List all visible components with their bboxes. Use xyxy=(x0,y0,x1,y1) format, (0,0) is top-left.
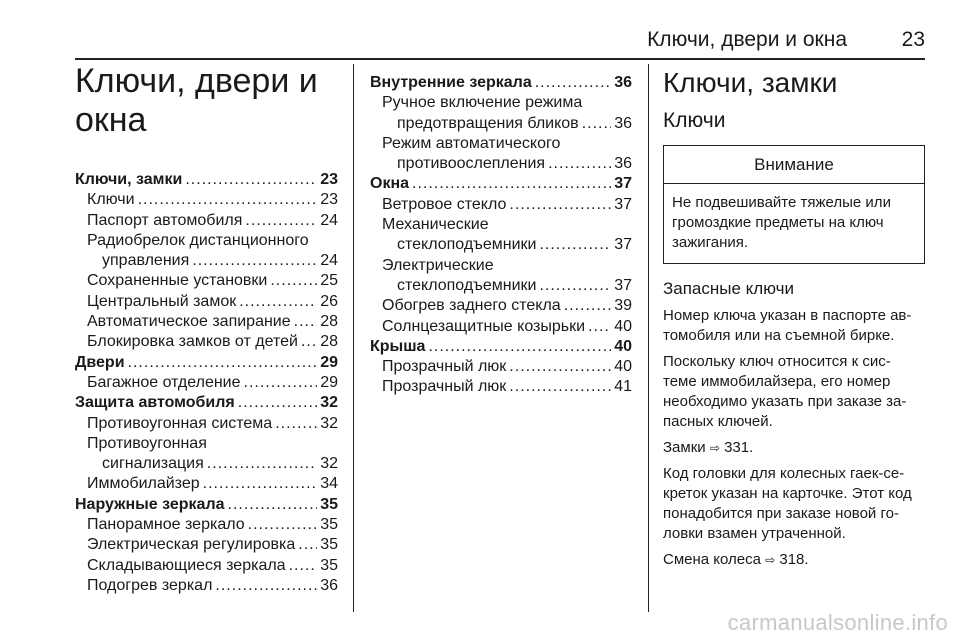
toc-entry[interactable] xyxy=(370,276,632,296)
toc-entry-page: 23 xyxy=(320,171,338,188)
toc-entry-page: 37 xyxy=(614,236,632,254)
toc-entry-title: Двери xyxy=(75,353,125,371)
toc-entry-page: 35 xyxy=(320,536,338,554)
toc-entry-title: Автоматическое запирание xyxy=(87,313,291,331)
content-column xyxy=(663,66,925,576)
toc-entry[interactable] xyxy=(75,434,338,454)
toc-entry-title: Складывающиеся зеркала xyxy=(87,556,286,574)
toc-entry-title: Защита автомобиля xyxy=(75,394,235,412)
running-title: Ключи, двери и окна xyxy=(647,28,847,51)
toc-entry-page: 35 xyxy=(320,556,338,574)
toc-entry-title: Центральный замок xyxy=(87,292,237,310)
toc-entry[interactable] xyxy=(75,495,338,515)
toc-entry[interactable] xyxy=(370,296,632,316)
toc-column-1 xyxy=(75,170,338,596)
toc-entry[interactable] xyxy=(370,93,632,113)
toc-entry[interactable] xyxy=(370,134,632,154)
toc-entry-title: предотвращения бликов xyxy=(397,114,579,132)
toc-dot-leader xyxy=(192,251,317,271)
toc-dot-leader xyxy=(582,114,612,134)
toc-entry[interactable] xyxy=(370,114,632,134)
toc-entry[interactable] xyxy=(75,271,338,291)
chapter-title xyxy=(75,62,345,140)
toc-entry-title: Солнцезащитные козырьки xyxy=(382,317,586,335)
toc-entry[interactable] xyxy=(370,215,632,235)
toc-entry-title: Блокировка замков от детей xyxy=(87,333,298,351)
toc-dot-leader xyxy=(539,276,611,296)
toc-entry-page: 40 xyxy=(614,337,632,355)
paragraph-key-number xyxy=(663,306,925,346)
toc-entry[interactable] xyxy=(75,393,338,413)
column-divider-1 xyxy=(353,64,354,612)
page-header xyxy=(75,26,925,60)
toc-entry[interactable] xyxy=(370,357,632,377)
toc-entry[interactable] xyxy=(75,332,338,352)
toc-dot-leader xyxy=(239,292,317,312)
toc-dot-leader xyxy=(539,235,611,255)
toc-entry-page: 24 xyxy=(320,252,338,270)
toc-entry-title: Электрические xyxy=(382,256,494,274)
toc-entry[interactable] xyxy=(75,414,338,434)
toc-dot-leader xyxy=(215,576,317,596)
toc-entry[interactable] xyxy=(370,235,632,255)
toc-entry-page: 37 xyxy=(614,276,632,294)
toc-entry-page: 26 xyxy=(320,292,338,310)
toc-entry-page: 32 xyxy=(320,455,338,473)
toc-entry[interactable] xyxy=(75,211,338,231)
toc-column-2 xyxy=(370,73,632,398)
toc-dot-leader xyxy=(245,211,317,231)
wheel-change-reference[interactable] xyxy=(663,550,925,570)
locks-reference[interactable] xyxy=(663,438,925,458)
section-title: Ключи, замки xyxy=(663,67,838,98)
toc-entry-page: 28 xyxy=(320,313,338,331)
toc-entry-page: 36 xyxy=(614,74,632,91)
warning-line: Не подвешивайте тяжелые или xyxy=(672,194,891,211)
toc-entry-title: управления xyxy=(102,252,190,270)
reference-label: Замки xyxy=(663,439,706,456)
toc-dot-leader xyxy=(535,73,611,93)
spare-keys-title: Запасные ключи xyxy=(663,279,794,298)
reference-page: 331. xyxy=(724,439,754,456)
text-line: Номер ключа указан в паспорте ав- xyxy=(663,307,912,324)
watermark: carmanualsonline.info xyxy=(727,610,948,635)
paragraph-immobilizer xyxy=(663,352,925,432)
toc-dot-leader xyxy=(228,495,318,515)
text-line: пасных ключей. xyxy=(663,413,773,430)
toc-entry[interactable] xyxy=(75,454,338,474)
text-line: креток указан на карточке. Этот код xyxy=(663,485,912,502)
toc-entry-title: Электрическая регулировка xyxy=(87,536,296,554)
toc-entry-title: Прозрачный люк xyxy=(382,378,507,396)
text-line: необходимо указать при заказе за- xyxy=(663,393,907,410)
toc-dot-leader xyxy=(128,353,318,373)
toc-entry-title: Механические xyxy=(382,216,489,234)
text-line: теме иммобилайзера, его номер xyxy=(663,373,891,390)
warning-box xyxy=(663,145,925,264)
toc-entry-title: Режим автоматического xyxy=(382,134,561,152)
toc-dot-leader xyxy=(138,190,318,210)
toc-entry[interactable] xyxy=(75,515,338,535)
reference-label: Смена колеса xyxy=(663,551,761,568)
toc-entry-title: Ручное включение режима xyxy=(382,94,583,112)
toc-entry[interactable] xyxy=(370,154,632,174)
toc-dot-leader xyxy=(238,393,317,413)
warning-heading: Внимание xyxy=(664,146,924,184)
toc-entry[interactable] xyxy=(75,373,338,393)
toc-entry-page: 37 xyxy=(614,175,632,193)
toc-entry[interactable] xyxy=(75,170,338,190)
toc-dot-leader xyxy=(203,474,318,494)
toc-dot-leader xyxy=(509,357,611,377)
toc-entry-page: 40 xyxy=(614,358,632,376)
paragraph-wheel-lock-code xyxy=(663,464,925,544)
toc-entry[interactable] xyxy=(370,256,632,276)
subsection-title: Ключи xyxy=(663,109,726,132)
toc-dot-leader xyxy=(248,515,318,535)
toc-dot-leader xyxy=(294,312,318,332)
toc-entry[interactable] xyxy=(370,377,632,397)
toc-entry-title: Паспорт автомобиля xyxy=(87,211,243,229)
text-line: Поскольку ключ относится к сис- xyxy=(663,353,891,370)
toc-dot-leader xyxy=(564,296,612,316)
toc-dot-leader xyxy=(270,271,317,291)
toc-entry[interactable] xyxy=(370,174,632,194)
toc-entry[interactable] xyxy=(75,353,338,373)
toc-entry-page: 35 xyxy=(320,495,338,513)
toc-entry-page: 39 xyxy=(614,297,632,315)
toc-entry[interactable] xyxy=(370,337,632,357)
toc-entry-title: Радиобрелок дистанционного xyxy=(87,231,309,249)
toc-dot-leader xyxy=(289,556,318,576)
toc-entry-title: Обогрев заднего стекла xyxy=(382,297,561,315)
toc-entry[interactable] xyxy=(370,195,632,215)
toc-entry[interactable] xyxy=(75,312,338,332)
toc-entry-page: 35 xyxy=(320,516,338,534)
toc-dot-leader xyxy=(548,154,611,174)
toc-dot-leader xyxy=(509,195,611,215)
toc-entry-title: Подогрев зеркал xyxy=(87,576,213,594)
toc-entry-title: Панорамное зеркало xyxy=(87,516,245,534)
toc-dot-leader xyxy=(275,414,317,434)
toc-entry-page: 25 xyxy=(320,272,338,290)
toc-entry-page: 36 xyxy=(614,114,632,132)
toc-entry-title: Окна xyxy=(370,175,410,193)
toc-dot-leader xyxy=(244,373,318,393)
warning-line: зажигания. xyxy=(672,234,749,251)
chapter-title-line: Ключи, двери и xyxy=(75,62,318,100)
page-arrow-icon: ⇨ xyxy=(709,441,720,455)
toc-entry[interactable] xyxy=(75,231,338,251)
toc-entry-page: 36 xyxy=(614,155,632,173)
toc-entry[interactable] xyxy=(75,535,338,555)
page-arrow-icon: ⇨ xyxy=(765,553,776,567)
toc-entry-title: сигнализация xyxy=(102,455,204,473)
toc-entry[interactable] xyxy=(370,73,632,93)
toc-entry[interactable] xyxy=(75,292,338,312)
text-line: томобиля или на съемной бирке. xyxy=(663,327,895,344)
toc-entry-page: 29 xyxy=(320,373,338,391)
toc-entry-page: 32 xyxy=(320,394,338,412)
toc-entry-page: 37 xyxy=(614,195,632,213)
toc-entry-page: 34 xyxy=(320,475,338,493)
toc-dot-leader xyxy=(207,454,317,474)
toc-dot-leader xyxy=(412,174,611,194)
toc-entry-title: стеклоподъемники xyxy=(397,236,537,254)
toc-dot-leader xyxy=(428,337,611,357)
text-line: понадобится при заказе новой го- xyxy=(663,505,899,522)
toc-entry-title: Противоугонная xyxy=(87,434,207,452)
warning-line: громоздкие предметы на ключ xyxy=(672,214,884,231)
toc-entry[interactable] xyxy=(75,251,338,271)
toc-entry-title: Крыша xyxy=(370,337,426,355)
toc-entry[interactable] xyxy=(75,474,338,494)
toc-dot-leader xyxy=(185,170,317,190)
toc-entry[interactable] xyxy=(75,556,338,576)
toc-entry-page: 41 xyxy=(614,378,632,396)
toc-entry-page: 28 xyxy=(320,333,338,351)
toc-entry-page: 29 xyxy=(320,353,338,371)
toc-entry-title: Внутренние зеркала xyxy=(370,74,532,91)
toc-entry-title: Ключи xyxy=(87,191,135,209)
toc-entry-page: 36 xyxy=(320,576,338,594)
toc-entry-title: стеклоподъемники xyxy=(397,276,537,294)
chapter-title-line: окна xyxy=(75,101,147,139)
toc-dot-leader xyxy=(298,535,317,555)
text-line: ловки взамен утраченной. xyxy=(663,525,846,542)
toc-entry-title: Прозрачный люк xyxy=(382,358,507,376)
toc-entry-page: 32 xyxy=(320,414,338,432)
toc-entry-title: Багажное отделение xyxy=(87,373,241,391)
toc-dot-leader xyxy=(588,317,611,337)
toc-entry-page: 24 xyxy=(320,211,338,229)
toc-entry-title: противоослепления xyxy=(397,155,546,173)
toc-entry-title: Ключи, замки xyxy=(75,171,183,188)
toc-entry[interactable] xyxy=(370,317,632,337)
toc-entry-title: Противоугонная система xyxy=(87,414,273,432)
toc-entry[interactable] xyxy=(75,576,338,596)
toc-entry-title: Наружные зеркала xyxy=(75,495,225,513)
column-divider-2 xyxy=(648,64,649,612)
toc-entry-title: Сохраненные установки xyxy=(87,272,268,290)
toc-entry-title: Ветровое стекло xyxy=(382,195,507,213)
toc-dot-leader xyxy=(301,332,317,352)
toc-dot-leader xyxy=(509,377,611,397)
toc-entry-page: 40 xyxy=(614,317,632,335)
toc-entry[interactable] xyxy=(75,190,338,210)
warning-text xyxy=(664,184,924,263)
toc-entry-title: Иммобилайзер xyxy=(87,475,200,493)
page-number: 23 xyxy=(901,28,925,51)
reference-page: 318. xyxy=(779,551,809,568)
toc-entry-page: 23 xyxy=(320,191,338,209)
text-line: Код головки для колесных гаек-се- xyxy=(663,465,905,482)
